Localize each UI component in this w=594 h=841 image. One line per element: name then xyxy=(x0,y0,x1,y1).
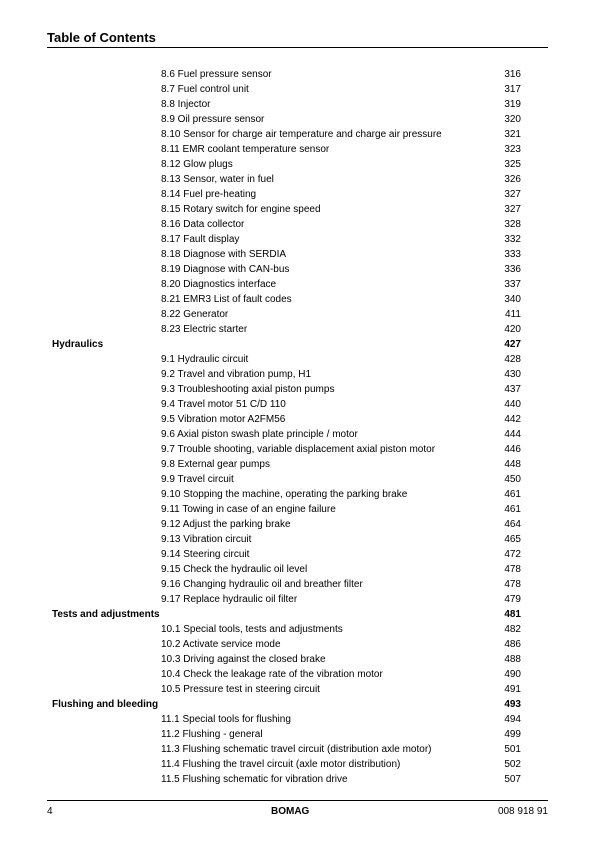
toc-entry[interactable] xyxy=(0,397,594,412)
footer-divider xyxy=(47,800,548,801)
toc-page-number: 437 xyxy=(504,384,521,395)
toc-entry-title: 10.5 Pressure test in steering circuit xyxy=(161,684,320,695)
toc-entry[interactable] xyxy=(0,457,594,472)
toc-page-number: 461 xyxy=(504,489,521,500)
toc-entry[interactable] xyxy=(0,112,594,127)
toc-entry-title: 9.14 Steering circuit xyxy=(161,549,250,560)
toc-entry[interactable] xyxy=(0,547,594,562)
toc-entry[interactable] xyxy=(0,202,594,217)
toc-entry-title: 8.19 Diagnose with CAN-bus xyxy=(161,264,290,275)
toc-page-number: 502 xyxy=(504,759,521,770)
toc-page-number: 448 xyxy=(504,459,521,470)
toc-entry[interactable] xyxy=(0,727,594,742)
toc-entry[interactable] xyxy=(0,502,594,517)
toc-entry-title: 9.9 Travel circuit xyxy=(161,474,234,485)
toc-entry[interactable] xyxy=(0,667,594,682)
toc-entry-title: 9.12 Adjust the parking brake xyxy=(161,519,291,530)
toc-entry-title: 10.1 Special tools, tests and adjustments xyxy=(161,624,343,635)
toc-entry-title: 8.10 Sensor for charge air temperature and charge air pressure xyxy=(161,129,442,140)
toc-entry[interactable] xyxy=(0,322,594,337)
toc-page-number: 481 xyxy=(504,609,521,620)
toc-entry[interactable] xyxy=(0,157,594,172)
toc-entry-title: 8.17 Fault display xyxy=(161,234,240,245)
toc-entry-title: 9.3 Troubleshooting axial piston pumps xyxy=(161,384,335,395)
toc-entry-title: 8.14 Fuel pre-heating xyxy=(161,189,257,200)
toc-entry[interactable] xyxy=(0,367,594,382)
toc-entry[interactable] xyxy=(0,427,594,442)
toc-entry[interactable] xyxy=(0,517,594,532)
toc-entry-title: 9.13 Vibration circuit xyxy=(161,534,252,545)
toc-page-number: 491 xyxy=(504,684,521,695)
toc-section-title: Hydraulics xyxy=(52,339,104,350)
toc-entry[interactable] xyxy=(0,562,594,577)
toc-page-number: 479 xyxy=(504,594,521,605)
toc-page-number: 316 xyxy=(504,69,521,80)
toc-entry-title: 11.1 Special tools for flushing xyxy=(161,714,291,725)
toc-entry-title: 8.8 Injector xyxy=(161,99,211,110)
toc-page-number: 444 xyxy=(504,429,521,440)
toc-entry[interactable] xyxy=(0,82,594,97)
toc-page-number: 493 xyxy=(504,699,521,710)
toc-page-number: 328 xyxy=(504,219,521,230)
toc-page-number: 319 xyxy=(504,99,521,110)
toc-page-number: 442 xyxy=(504,414,521,425)
toc-page-number: 478 xyxy=(504,564,521,575)
toc-page-number: 317 xyxy=(504,84,521,95)
toc-entry[interactable] xyxy=(0,172,594,187)
toc-entry-title: 8.16 Data collector xyxy=(161,219,245,230)
toc-entry[interactable] xyxy=(0,262,594,277)
toc-entry[interactable] xyxy=(0,472,594,487)
toc-entry[interactable] xyxy=(0,352,594,367)
toc-page-number: 507 xyxy=(504,774,521,785)
toc-entry-title: 8.9 Oil pressure sensor xyxy=(161,114,265,125)
toc-entry[interactable] xyxy=(0,217,594,232)
toc-page-number: 430 xyxy=(504,369,521,380)
toc-entry[interactable] xyxy=(0,412,594,427)
toc-page-number: 499 xyxy=(504,729,521,740)
toc-page-number: 332 xyxy=(504,234,521,245)
toc-entry-title: 8.13 Sensor, water in fuel xyxy=(161,174,274,185)
toc-entry[interactable] xyxy=(0,307,594,322)
toc-page-number: 427 xyxy=(504,339,521,350)
toc-entry-title: 8.7 Fuel control unit xyxy=(161,84,249,95)
toc-entry-title: 8.12 Glow plugs xyxy=(161,159,233,170)
toc-entry[interactable] xyxy=(0,232,594,247)
toc-page-number: 340 xyxy=(504,294,521,305)
toc-page-number: 323 xyxy=(504,144,521,155)
toc-entry-title: 9.4 Travel motor 51 C/D 110 xyxy=(161,399,286,410)
toc-entry-title: 8.15 Rotary switch for engine speed xyxy=(161,204,321,215)
toc-entry-title: 9.5 Vibration motor A2FM56 xyxy=(161,414,286,425)
toc-entry[interactable] xyxy=(0,682,594,697)
toc-entry-title: 8.18 Diagnose with SERDIA xyxy=(161,249,287,260)
toc-entry[interactable] xyxy=(0,637,594,652)
toc-entry[interactable] xyxy=(0,277,594,292)
toc-page-number: 320 xyxy=(504,114,521,125)
toc-page-number: 461 xyxy=(504,504,521,515)
toc-entry-title: 10.3 Driving against the closed brake xyxy=(161,654,326,665)
toc-entry[interactable] xyxy=(0,742,594,757)
toc-entry-title: 9.10 Stopping the machine, operating the parking brake xyxy=(161,489,408,500)
toc-page-number: 478 xyxy=(504,579,521,590)
toc-page-number: 333 xyxy=(504,249,521,260)
toc-entry-title: 9.15 Check the hydraulic oil level xyxy=(161,564,308,575)
toc-entry-title: 8.23 Electric starter xyxy=(161,324,248,335)
toc-entry-title: 11.4 Flushing the travel circuit (axle motor distribution) xyxy=(161,759,401,770)
toc-entry[interactable] xyxy=(0,577,594,592)
toc-entry-title: 9.7 Trouble shooting, variable displacement axial piston motor xyxy=(161,444,436,455)
toc-section[interactable] xyxy=(0,697,594,712)
toc-entry-title: 9.1 Hydraulic circuit xyxy=(161,354,249,365)
toc-entry[interactable] xyxy=(0,652,594,667)
toc-page-number: 501 xyxy=(504,744,521,755)
toc-section[interactable] xyxy=(0,607,594,622)
toc-page-number: 428 xyxy=(504,354,521,365)
toc-page-number: 327 xyxy=(504,204,521,215)
toc-page-number: 336 xyxy=(504,264,521,275)
toc-entry-title: 10.2 Activate service mode xyxy=(161,639,281,650)
toc-entry[interactable] xyxy=(0,247,594,262)
toc-page-number: 450 xyxy=(504,474,521,485)
toc-page-number: 490 xyxy=(504,669,521,680)
toc-entry[interactable] xyxy=(0,382,594,397)
toc-entry-title: 11.5 Flushing schematic for vibration drive xyxy=(161,774,348,785)
toc-entry[interactable] xyxy=(0,97,594,112)
toc-entry-title: 9.11 Towing in case of an engine failure xyxy=(161,504,336,515)
toc-entry[interactable] xyxy=(0,757,594,772)
toc-page-number: 486 xyxy=(504,639,521,650)
toc-entry[interactable] xyxy=(0,712,594,727)
toc-page-number: 482 xyxy=(504,624,521,635)
toc-entry-title: 11.2 Flushing - general xyxy=(161,729,263,740)
toc-entry[interactable] xyxy=(0,622,594,637)
toc-page-number: 326 xyxy=(504,174,521,185)
footer-page-number: 4 xyxy=(47,806,53,817)
toc-entry-title: 8.20 Diagnostics interface xyxy=(161,279,277,290)
toc-entry-title: 8.11 EMR coolant temperature sensor xyxy=(161,144,330,155)
toc-entry-title: 9.8 External gear pumps xyxy=(161,459,270,470)
toc-section-title: Tests and adjustments xyxy=(52,609,160,620)
toc-page-number: 321 xyxy=(504,129,521,140)
toc-entry-title: 8.21 EMR3 List of fault codes xyxy=(161,294,292,305)
footer-doc-number: 008 918 91 xyxy=(497,806,548,817)
toc-page-number: 446 xyxy=(504,444,521,455)
toc-entry-title: 11.3 Flushing schematic travel circuit (distribution axle motor) xyxy=(161,744,432,755)
toc-page-number: 494 xyxy=(504,714,521,725)
page-title: Table of Contents xyxy=(47,30,156,45)
toc-entry[interactable] xyxy=(0,142,594,157)
toc-entry[interactable] xyxy=(0,487,594,502)
toc-entry-title: 10.4 Check the leakage rate of the vibration motor xyxy=(161,669,383,680)
toc-page-number: 472 xyxy=(504,549,521,560)
toc-section[interactable] xyxy=(0,337,594,352)
toc-page-number: 420 xyxy=(504,324,521,335)
toc-entry-title: 9.17 Replace hydraulic oil filter xyxy=(161,594,298,605)
toc-entry[interactable] xyxy=(0,187,594,202)
toc-page-number: 440 xyxy=(504,399,521,410)
toc-entry-title: 9.6 Axial piston swash plate principle / motor xyxy=(161,429,358,440)
toc-page-number: 465 xyxy=(504,534,521,545)
toc-entry-title: 9.2 Travel and vibration pump, H1 xyxy=(161,369,312,380)
toc-page-number: 488 xyxy=(504,654,521,665)
footer-brand: BOMAG xyxy=(271,806,310,817)
toc-entry[interactable] xyxy=(0,67,594,82)
toc-entry[interactable] xyxy=(0,127,594,142)
toc-entry-title: 9.16 Changing hydraulic oil and breather filter xyxy=(161,579,363,590)
toc-entry-title: 8.6 Fuel pressure sensor xyxy=(161,69,272,80)
toc-entry[interactable] xyxy=(0,532,594,547)
toc-page-number: 464 xyxy=(504,519,521,530)
toc-entry-title: 8.22 Generator xyxy=(161,309,229,320)
toc-entry[interactable] xyxy=(0,442,594,457)
toc-entry[interactable] xyxy=(0,592,594,607)
toc-page-number: 327 xyxy=(504,189,521,200)
toc-page-number: 325 xyxy=(504,159,521,170)
toc-entry[interactable] xyxy=(0,292,594,307)
toc-section-title: Flushing and bleeding xyxy=(52,699,159,710)
toc-page-number: 337 xyxy=(504,279,521,290)
toc-page-number: 411 xyxy=(505,309,521,320)
toc-entry[interactable] xyxy=(0,772,594,787)
